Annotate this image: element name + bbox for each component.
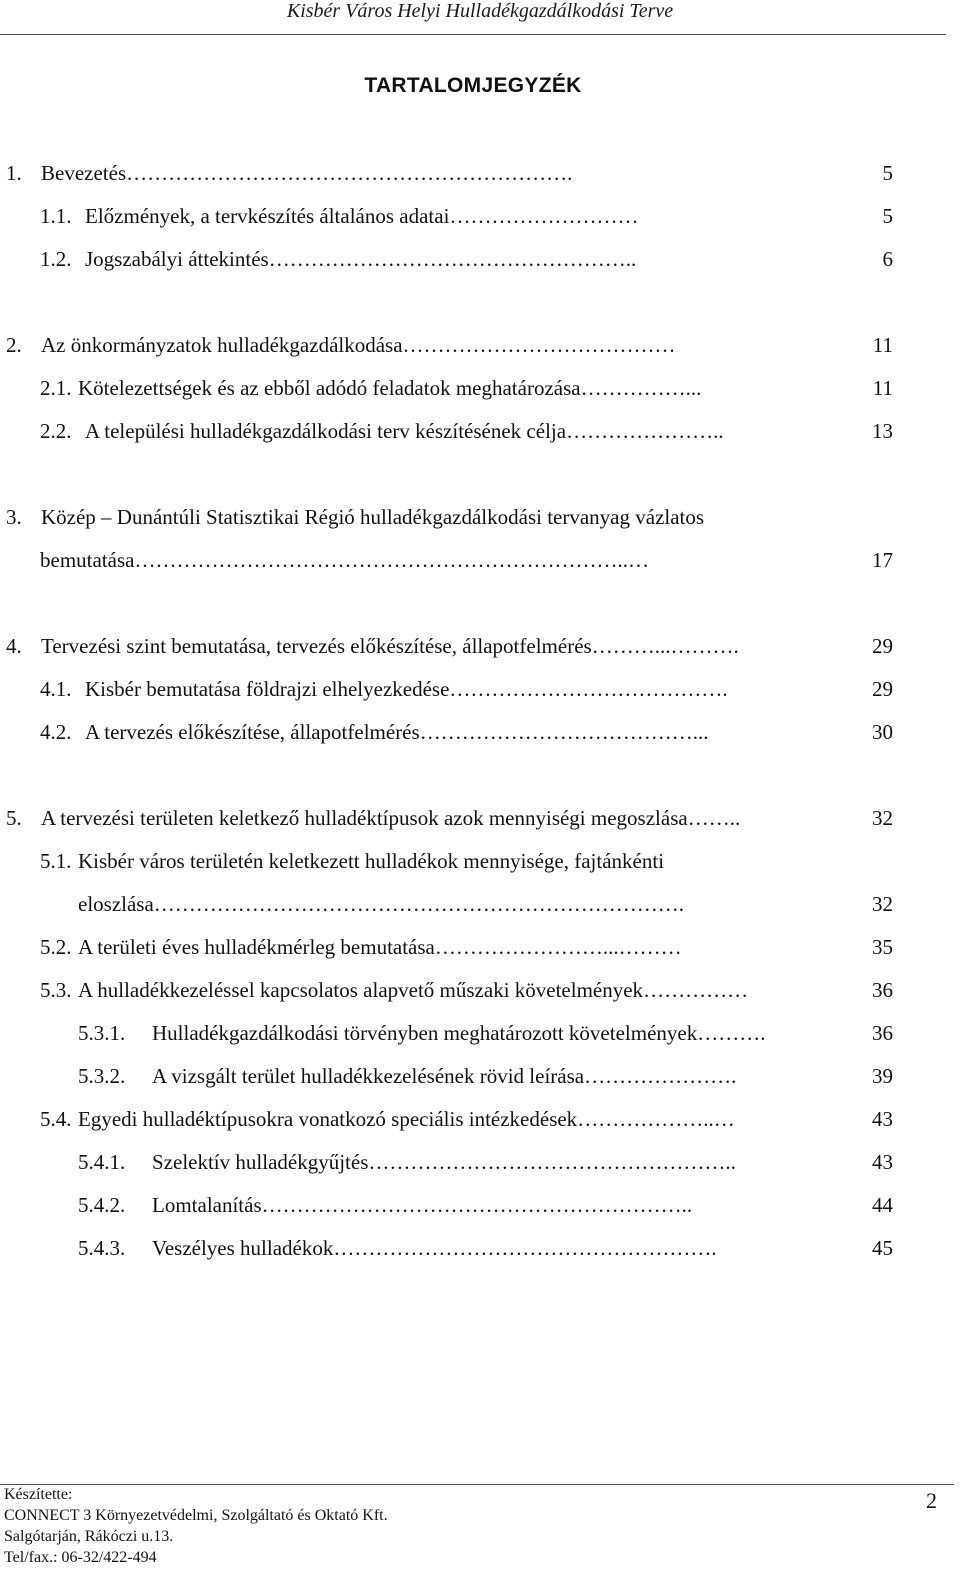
footer-company: CONNECT 3 Környezetvédelmi, Szolgáltató és Oktató Kft. bbox=[4, 1507, 388, 1524]
toc-entry[interactable] bbox=[40, 203, 893, 229]
toc-entry-title: A hulladékkezeléssel kapcsolatos alapvető műszaki követelmények bbox=[78, 978, 644, 1002]
toc-entry-number: 2.1. bbox=[40, 376, 72, 400]
toc-entry-title: A vizsgált terület hulladékkezelésének rövid leírása bbox=[152, 1064, 585, 1088]
toc-entry[interactable] bbox=[40, 848, 664, 874]
toc-entry-leader: …………………………………………….. bbox=[368, 1150, 736, 1174]
footer-phone: Tel/fax.: 06-32/422-494 bbox=[4, 1549, 157, 1566]
toc-entry-title: Kisbér város területén keletkezett hulladékok mennyisége, fajtánkénti bbox=[78, 849, 665, 873]
toc-entry-leader: …….. bbox=[687, 806, 741, 830]
toc-entry-page: 43 bbox=[872, 1150, 893, 1174]
toc-entry-title: Előzmények, a tervkészítés általános adatai bbox=[85, 204, 450, 228]
toc-entry[interactable] bbox=[40, 719, 893, 745]
toc-entry-page: 32 bbox=[872, 806, 893, 830]
toc-entry[interactable] bbox=[6, 160, 893, 186]
toc-entry-page: 6 bbox=[882, 247, 893, 271]
toc-entry[interactable] bbox=[78, 1235, 893, 1261]
toc-entry-number: 1. bbox=[6, 161, 22, 185]
toc-entry-title: eloszlása bbox=[78, 892, 154, 916]
header-rule bbox=[0, 34, 946, 35]
toc-entry-title: Tervezési szint bemutatása, tervezés előkészítése, állapotfelmérés bbox=[41, 634, 592, 658]
toc-entry-title: Szelektív hulladékgyűjtés bbox=[152, 1150, 369, 1174]
toc-entry-page: 5 bbox=[882, 161, 893, 185]
toc-entry-number: 1.1. bbox=[40, 204, 72, 228]
toc-entry-page: 29 bbox=[872, 634, 893, 658]
toc-entry-number: 5.4.3. bbox=[78, 1236, 126, 1260]
toc-entry-page: 13 bbox=[872, 419, 893, 443]
toc-entry-page: 17 bbox=[872, 548, 893, 572]
toc-entry-number: 4.1. bbox=[40, 677, 72, 701]
toc-entry-page: 30 bbox=[872, 720, 893, 744]
toc-entry-page: 11 bbox=[872, 333, 893, 357]
toc-entry-leader: ………………..… bbox=[577, 1107, 735, 1131]
toc-entry[interactable] bbox=[78, 1192, 893, 1218]
toc-entry-title: bemutatása bbox=[40, 548, 135, 572]
toc-entry-page: 32 bbox=[872, 892, 893, 916]
toc-entry-leader: ………………….. bbox=[566, 419, 724, 443]
toc-entry-leader: ……………... bbox=[580, 376, 702, 400]
toc-entry[interactable] bbox=[40, 977, 893, 1003]
toc-entry-number: 3. bbox=[6, 505, 22, 529]
toc-entry-title: Kisbér bemutatása földrajzi elhelyezkedése bbox=[85, 677, 450, 701]
toc-entry-leader: …………………………………………………….. bbox=[261, 1193, 693, 1217]
toc-entry-page: 43 bbox=[872, 1107, 893, 1131]
toc-entry-leader: ……………………...……… bbox=[434, 935, 682, 959]
toc-entry-number: 5.2. bbox=[40, 935, 72, 959]
footer-address: Salgótarján, Rákóczi u.13. bbox=[4, 1528, 174, 1545]
toc-entry-leader: …………………………………. bbox=[449, 677, 728, 701]
toc-entry-number: 5.1. bbox=[40, 849, 72, 873]
footer-label: Készítette: bbox=[4, 1486, 73, 1503]
toc-entry-title: A tervezés előkészítése, állapotfelmérés bbox=[85, 720, 420, 744]
toc-entry-leader: …………… bbox=[643, 978, 749, 1002]
toc-entry[interactable] bbox=[40, 418, 893, 444]
toc-entry-leader: ………...………. bbox=[591, 634, 739, 658]
toc-entry-leader: ………. bbox=[697, 1021, 766, 1045]
toc-heading: TARTALOMJEGYZÉK bbox=[364, 74, 582, 97]
toc-entry-leader: ………………………………………………. bbox=[333, 1236, 717, 1260]
toc-entry-number: 5.3.1. bbox=[78, 1021, 126, 1045]
toc-entry-title: Jogszabályi áttekintés bbox=[85, 247, 269, 271]
toc-entry-leader: …………………………………………….. bbox=[268, 247, 637, 271]
footer bbox=[4, 1484, 388, 1568]
toc-entry-number: 5.3.2. bbox=[78, 1064, 126, 1088]
toc-entry[interactable] bbox=[78, 1020, 893, 1046]
toc-entry-title: Veszélyes hulladékok bbox=[152, 1236, 334, 1260]
toc-entry[interactable] bbox=[78, 1063, 893, 1089]
toc-entry-page: 39 bbox=[872, 1064, 893, 1088]
toc-entry-title: Kötelezettségek és az ebből adódó feladatok meghatározása bbox=[78, 376, 581, 400]
toc-entry-page: 5 bbox=[882, 204, 893, 228]
toc-entry-leader: …………………. bbox=[584, 1064, 737, 1088]
toc-entry-number: 2.2. bbox=[40, 419, 72, 443]
toc-entry[interactable] bbox=[40, 676, 893, 702]
toc-entry-title: Az önkormányzatok hulladékgazdálkodása bbox=[41, 333, 403, 357]
toc-entry[interactable] bbox=[6, 504, 704, 530]
toc-entry-page: 44 bbox=[872, 1193, 893, 1217]
toc-entry-page: 11 bbox=[872, 376, 893, 400]
toc-entry-leader: ………………………………………………………. bbox=[126, 161, 573, 185]
toc-entry-number: 2. bbox=[6, 333, 22, 357]
toc-entry-title: Hulladékgazdálkodási törvényben meghatározott követelmények bbox=[152, 1021, 698, 1045]
toc-entry-leader: …………………………………... bbox=[419, 720, 709, 744]
toc-entry-number: 5.3. bbox=[40, 978, 72, 1002]
toc-entry[interactable] bbox=[78, 891, 893, 917]
toc-entry[interactable] bbox=[6, 332, 893, 358]
toc-entry-number: 5.4.1. bbox=[78, 1150, 126, 1174]
toc-entry-number: 5.4.2. bbox=[78, 1193, 126, 1217]
toc-entry-leader: ……………………………………………………………..… bbox=[134, 548, 649, 572]
toc-entry-title: A települési hulladékgazdálkodási terv készítésének célja bbox=[85, 419, 567, 443]
toc-entry-page: 29 bbox=[872, 677, 893, 701]
toc-entry-title: A tervezési területen keletkező hulladéktípusok azok mennyiségi megoszlása bbox=[41, 806, 688, 830]
page-number: 2 bbox=[926, 1488, 937, 1513]
toc-entry-number: 4.2. bbox=[40, 720, 72, 744]
toc-entry[interactable] bbox=[6, 633, 893, 659]
toc-entry[interactable] bbox=[40, 547, 893, 573]
toc-entry-number: 5. bbox=[6, 806, 22, 830]
toc-entry-number: 4. bbox=[6, 634, 22, 658]
toc-entry-title: Egyedi hulladéktípusokra vonatkozó speciális intézkedések bbox=[78, 1107, 578, 1131]
toc-entry[interactable] bbox=[40, 246, 893, 272]
toc-entry[interactable] bbox=[40, 934, 893, 960]
toc-entry-title: Lomtalanítás bbox=[152, 1193, 262, 1217]
toc-entry-title: Bevezetés bbox=[41, 161, 127, 185]
toc-entry[interactable] bbox=[40, 1106, 893, 1132]
toc-entry-page: 45 bbox=[872, 1236, 893, 1260]
toc-entry[interactable] bbox=[78, 1149, 893, 1175]
toc-entry-page: 35 bbox=[872, 935, 893, 959]
toc-entry-title: A területi éves hulladékmérleg bemutatása bbox=[78, 935, 435, 959]
toc-entry[interactable] bbox=[6, 805, 893, 831]
toc-entry-leader: …………………………………………………………………. bbox=[153, 892, 685, 916]
toc-entry[interactable] bbox=[40, 375, 893, 401]
toc-entry-page: 36 bbox=[872, 1021, 893, 1045]
document-header-title: Kisbér Város Helyi Hulladékgazdálkodási Terve bbox=[286, 0, 674, 22]
toc-entry-leader: ……………………… bbox=[449, 204, 639, 228]
toc-entry-page: 36 bbox=[872, 978, 893, 1002]
toc-entry-number: 5.4. bbox=[40, 1107, 72, 1131]
toc-entry-title: Közép – Dunántúli Statisztikai Régió hulladékgazdálkodási tervanyag vázlatos bbox=[41, 505, 705, 529]
toc-entry-number: 1.2. bbox=[40, 247, 72, 271]
toc-entry-leader: ………………………………… bbox=[402, 333, 676, 357]
